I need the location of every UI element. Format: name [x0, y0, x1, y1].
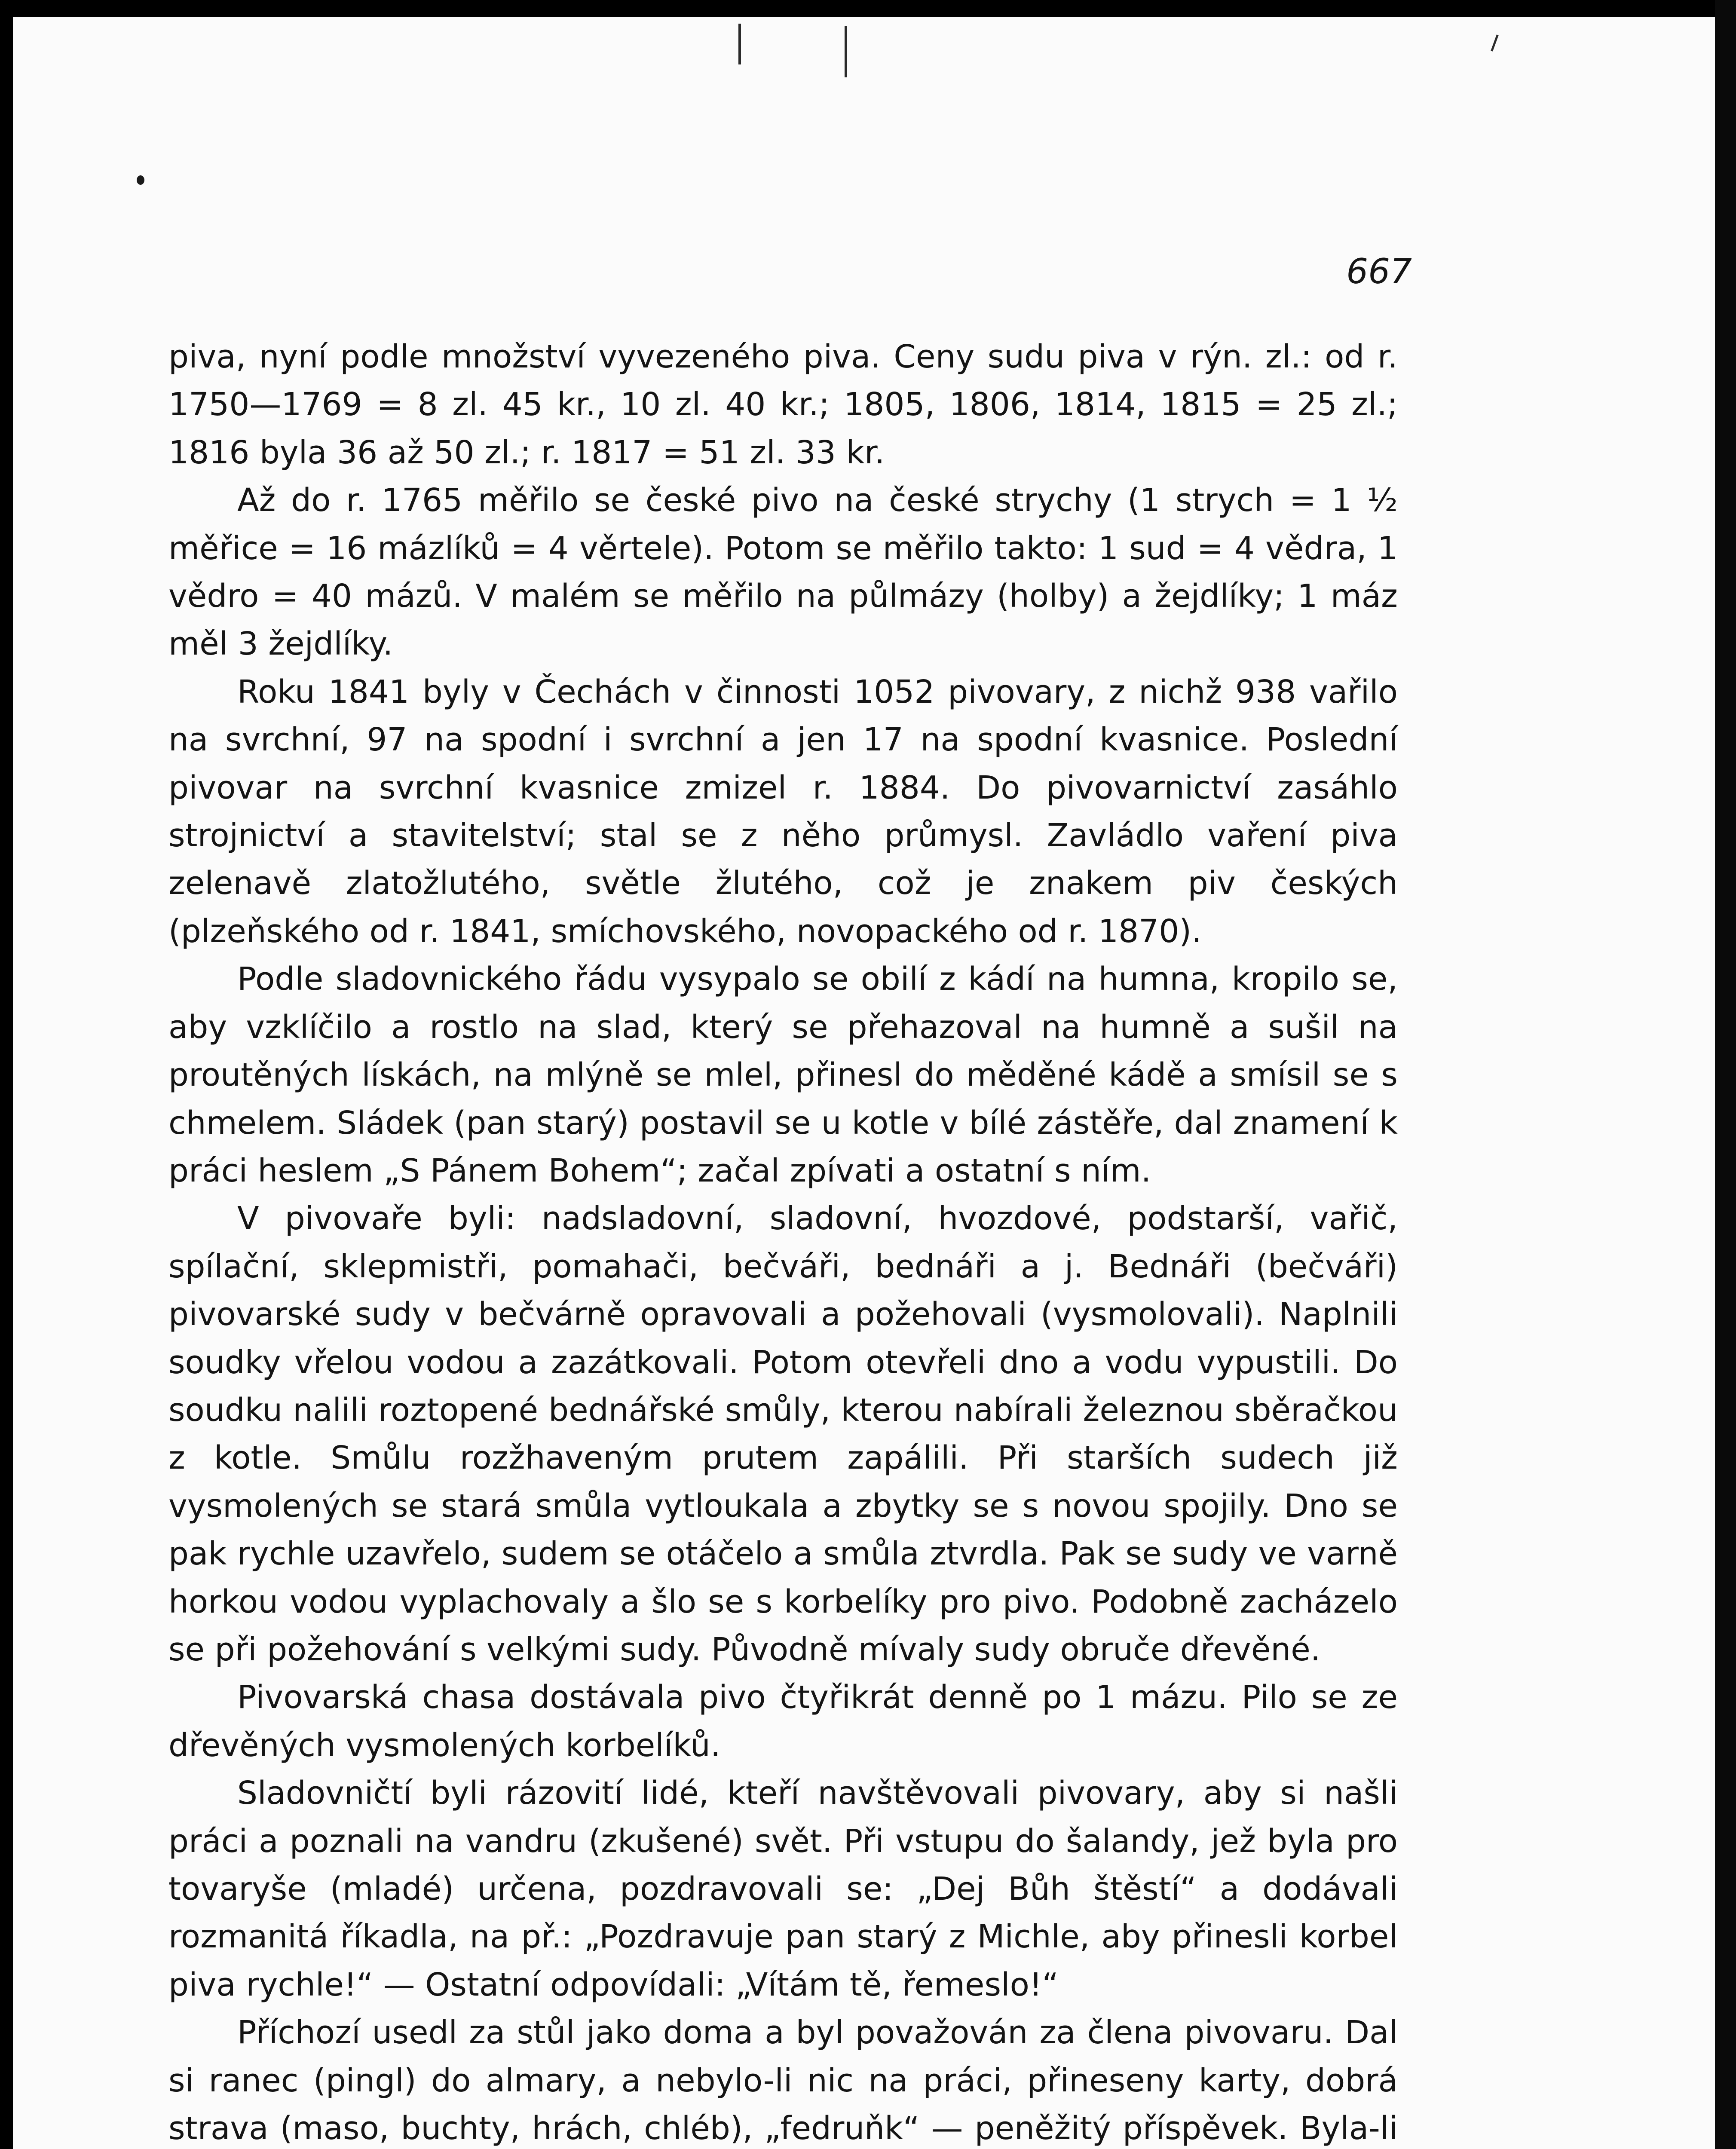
page-number: 667: [1346, 251, 1412, 291]
body-text: [168, 333, 1398, 2149]
paragraph: Roku 1841 byly v Čechách v činnosti 1052 pivovary, z nichž 938 vařilo na svrchní, 97 na spodní i svrchní a jen 17 na spodní kvasnice. Poslední pivovar na svrchní kvasnice zmizel r. 1884. Do pivovarnictví zasáhlo strojnictví a stavitelství; stal se z něho průmysl. Zavládlo vaření piva zelenavě zlatožlutého, světle žlutého, což je znakem piv českých (plzeňského od r. 1841, smíchovského, novopackého od r. 1870).: [168, 673, 1398, 950]
scan-scratch: [845, 26, 847, 77]
paragraph: V pivovaře byli: nadsladovní, sladovní, hvozdové, podstarší, vařič, spílační, sklepmistři, pomahači, bečváři, bednáři a j. Bednáři (bečváři) pivovarské sudy v bečvárně opravovali a požehovali (vysmolovali). Naplnili soudky vřelou vodou a zazátkovali. Potom otevřeli dno a vodu vypustili. Do soudku nalili roztopené bednářské smůly, kterou nabírali železnou sběračkou z kotle. Smůlu rozžhaveným prutem zapálili. Při starších sudech již vysmolených se stará smůla vytloukala a zbytky se s novou spojily. Dno se pak rychle uzavřelo, sudem se otáčelo a smůla ztvrdla. Pak se sudy ve varně horkou vodou vyplachovaly a šlo se s korbelíky pro pivo. Podobně zacházelo se při požehování s velkými sudy. Původně mívaly sudy obruče dřevěné.: [168, 1200, 1398, 1668]
scan-scratch: [738, 24, 741, 64]
paragraph: Sladovničtí byli rázovití lidé, kteří navštěvovali pivovary, aby si našli práci a poznali na vandru (zkušené) svět. Při vstupu do šalandy, jež byla pro tovaryše (mladé) určena, pozdravovali se: „Dej Bůh štěstí“ a dodávali rozmanitá říkadla, na př.: „Pozdravuje pan starý z Michle, aby přinesli korbel piva rychle!“ — Ostatní odpovídali: „Vítám tě, řemeslo!“: [168, 1775, 1398, 2003]
paragraph: Až do r. 1765 měřilo se české pivo na české strychy (1 strych = 1 ½ měřice = 16 mázlíků = 4 věrtele). Potom se měřilo takto: 1 sud = 4 vědra, 1 vědro = 40 mázů. V malém se měřilo na půlmázy (holby) a žejdlíky; 1 máz měl 3 žejdlíky.: [168, 482, 1398, 663]
scan-speck: [137, 175, 144, 185]
paragraph: piva, nyní podle množství vyvezeného piva. Ceny sudu piva v rýn. zl.: od r. 1750—1769 = 8 zl. 45 kr., 10 zl. 40 kr.; 1805, 1806, 1814, 1815 = 25 zl.; 1816 byla 36 až 50 zl.; r. 1817 = 51 zl. 33 kr.: [168, 338, 1398, 471]
paragraph: Podle sladovnického řádu vysypalo se obilí z kádí na humna, kropilo se, aby vzklíčilo a rostlo na slad, který se přehazoval na humně a sušil na proutěných lískách, na mlýně se mlel, přinesl do měděné kádě a smísil se s chmelem. Sládek (pan starý) postavil se u kotle v bílé zástěře, dal znamení k práci heslem „S Pánem Bohem“; začal zpívati a ostatní s ním.: [168, 961, 1398, 1189]
scan-border: [1715, 0, 1736, 2149]
paragraph: Pivovarská chasa dostávala pivo čtyřikrát denně po 1 mázu. Pilo se ze dřevěných vysmolených korbelíků.: [168, 1679, 1398, 1764]
paragraph: Příchozí usedl za stůl jako doma a byl považován za člena pivovaru. Dal si ranec (pingl) do almary, a nebylo-li nic na práci, přineseny karty, dobrá strava (maso, buchty, hrách, chléb), „fedruňk“ — peněžitý příspěvek. Byla-li: [168, 2014, 1398, 2147]
